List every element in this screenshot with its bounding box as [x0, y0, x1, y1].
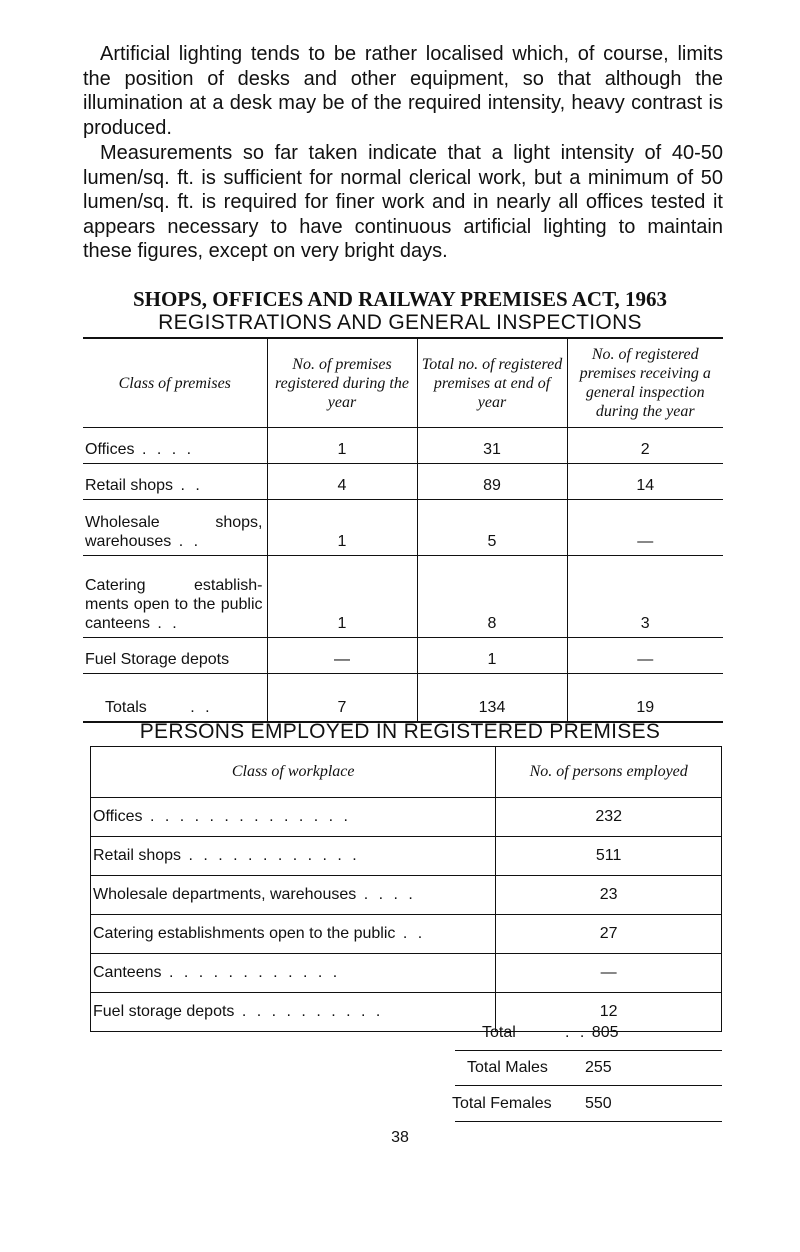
row-label: Wholesale shops, warehouses: [85, 514, 263, 550]
table-row: [91, 915, 722, 954]
cell-inspected: 19: [567, 674, 723, 722]
row-label: Catering establishments open to the public: [93, 925, 396, 942]
cell-registered: 1: [267, 428, 417, 464]
row-label: Wholesale departments, warehouses: [93, 886, 357, 903]
cell-inspected: 2: [567, 428, 723, 464]
total-rule: [455, 1050, 722, 1051]
cell-employed: 27: [496, 915, 722, 954]
total-label: Total: [482, 1024, 516, 1041]
males-rule: [455, 1085, 722, 1086]
cell-employed: 23: [496, 876, 722, 915]
row-label: Offices: [93, 808, 143, 825]
table-row: [91, 993, 722, 1032]
header-inspected: No. of registered premises receiving a general inspection during the year: [567, 338, 723, 428]
leader-dots: . .: [171, 533, 202, 550]
cell-inspected: —: [567, 500, 723, 556]
totals-row: [83, 674, 723, 722]
table-row: [91, 876, 722, 915]
total-females-label: Total Females: [452, 1095, 552, 1112]
leader-dots: . . . . . . . . . . . .: [181, 847, 360, 864]
header-class-of-premises: Class of premises: [83, 338, 267, 428]
header-registered-during-year: No. of premises registered during the year: [267, 338, 417, 428]
row-label: Totals: [105, 698, 147, 716]
page-number: 38: [391, 1129, 409, 1146]
table-header-row: [83, 338, 723, 428]
row-label: Catering establish- ments open to the public canteens: [85, 577, 263, 632]
cell-employed: 12: [496, 993, 722, 1032]
cell-employed: —: [496, 954, 722, 993]
table-row: [83, 638, 723, 674]
cell-inspected: —: [567, 638, 723, 674]
leader-dots: . .: [149, 615, 180, 632]
cell-registered: 1: [267, 556, 417, 638]
cell-registered: 1: [267, 500, 417, 556]
header-class-of-workplace: Class of workplace: [91, 747, 496, 798]
leader-dots: . . . . . . . . . . . .: [161, 964, 341, 981]
total-males-value: 255: [585, 1059, 612, 1076]
cell-total: 31: [417, 428, 567, 464]
row-label: Retail shops: [85, 477, 174, 494]
table-row: [83, 500, 723, 556]
total-females-value: 550: [585, 1095, 612, 1112]
row-label: Fuel Storage depots: [85, 651, 230, 668]
persons-employed-title: PERSONS EMPLOYED IN REGISTERED PREMISES: [139, 720, 661, 743]
row-label: Retail shops: [93, 847, 182, 864]
paragraph-measurements: Measurements so far taken indicate that a light intensity of 40-50 lumen/sq. ft. is sufficient for normal clerical work, but a minimum of 50 lumen/sq. ft. is required for finer work and in nearly all offices tested it appears necessary to have continuous artificial lighting to maintain these figures, except on very bright days.: [83, 142, 723, 263]
table-row: [83, 556, 723, 638]
cell-inspected: 3: [567, 556, 723, 638]
cell-employed: 232: [496, 798, 722, 837]
paragraph-artificial-lighting: Artificial lighting tends to be rather localised which, of course, limits the position of desks and other equipment, so that although the illumination at a desk may be of the required intensity, heavy contrast is produced.: [83, 43, 723, 139]
registrations-subtitle: REGISTRATIONS AND GENERAL INSPECTIONS: [158, 311, 642, 334]
table-row: [91, 798, 722, 837]
table-row: [83, 428, 723, 464]
header-persons-employed: No. of persons employed: [496, 747, 722, 798]
registrations-table: [83, 337, 723, 723]
cell-inspected: 14: [567, 464, 723, 500]
persons-employed-table: [90, 746, 722, 1032]
leader-dots: . .: [182, 698, 213, 716]
cell-total: 8: [417, 556, 567, 638]
table-row: [91, 954, 722, 993]
total-males-label: Total Males: [467, 1059, 548, 1076]
table-row: [83, 464, 723, 500]
cell-total: 1: [417, 638, 567, 674]
leader-dots: . . . .: [134, 441, 195, 458]
leader-dots: . . . .: [356, 886, 416, 903]
total-value: 805: [591, 1024, 619, 1041]
leader-dots: . . . . . . . . . .: [234, 1003, 384, 1020]
act-title: SHOPS, OFFICES AND RAILWAY PREMISES ACT, 1963: [132, 287, 668, 311]
table-header-row: [91, 747, 722, 798]
leader-dots: . .: [173, 477, 203, 494]
cell-total: 134: [417, 674, 567, 722]
row-label: Fuel storage depots: [93, 1003, 235, 1020]
table-row: [91, 837, 722, 876]
cell-registered: 4: [267, 464, 417, 500]
leader-dots: . . . . . . . . . . . . . .: [142, 808, 351, 825]
cell-employed: 511: [496, 837, 722, 876]
header-total-registered: Total no. of registered premises at end of year: [417, 338, 567, 428]
row-label: Canteens: [93, 964, 162, 981]
leader-dots: . .: [395, 925, 426, 942]
cell-registered: —: [267, 638, 417, 674]
cell-total: 5: [417, 500, 567, 556]
row-label: Offices: [85, 441, 135, 458]
cell-total: 89: [417, 464, 567, 500]
leader-dots: . .: [565, 1024, 588, 1041]
cell-registered: 7: [267, 674, 417, 722]
females-rule: [455, 1121, 722, 1122]
